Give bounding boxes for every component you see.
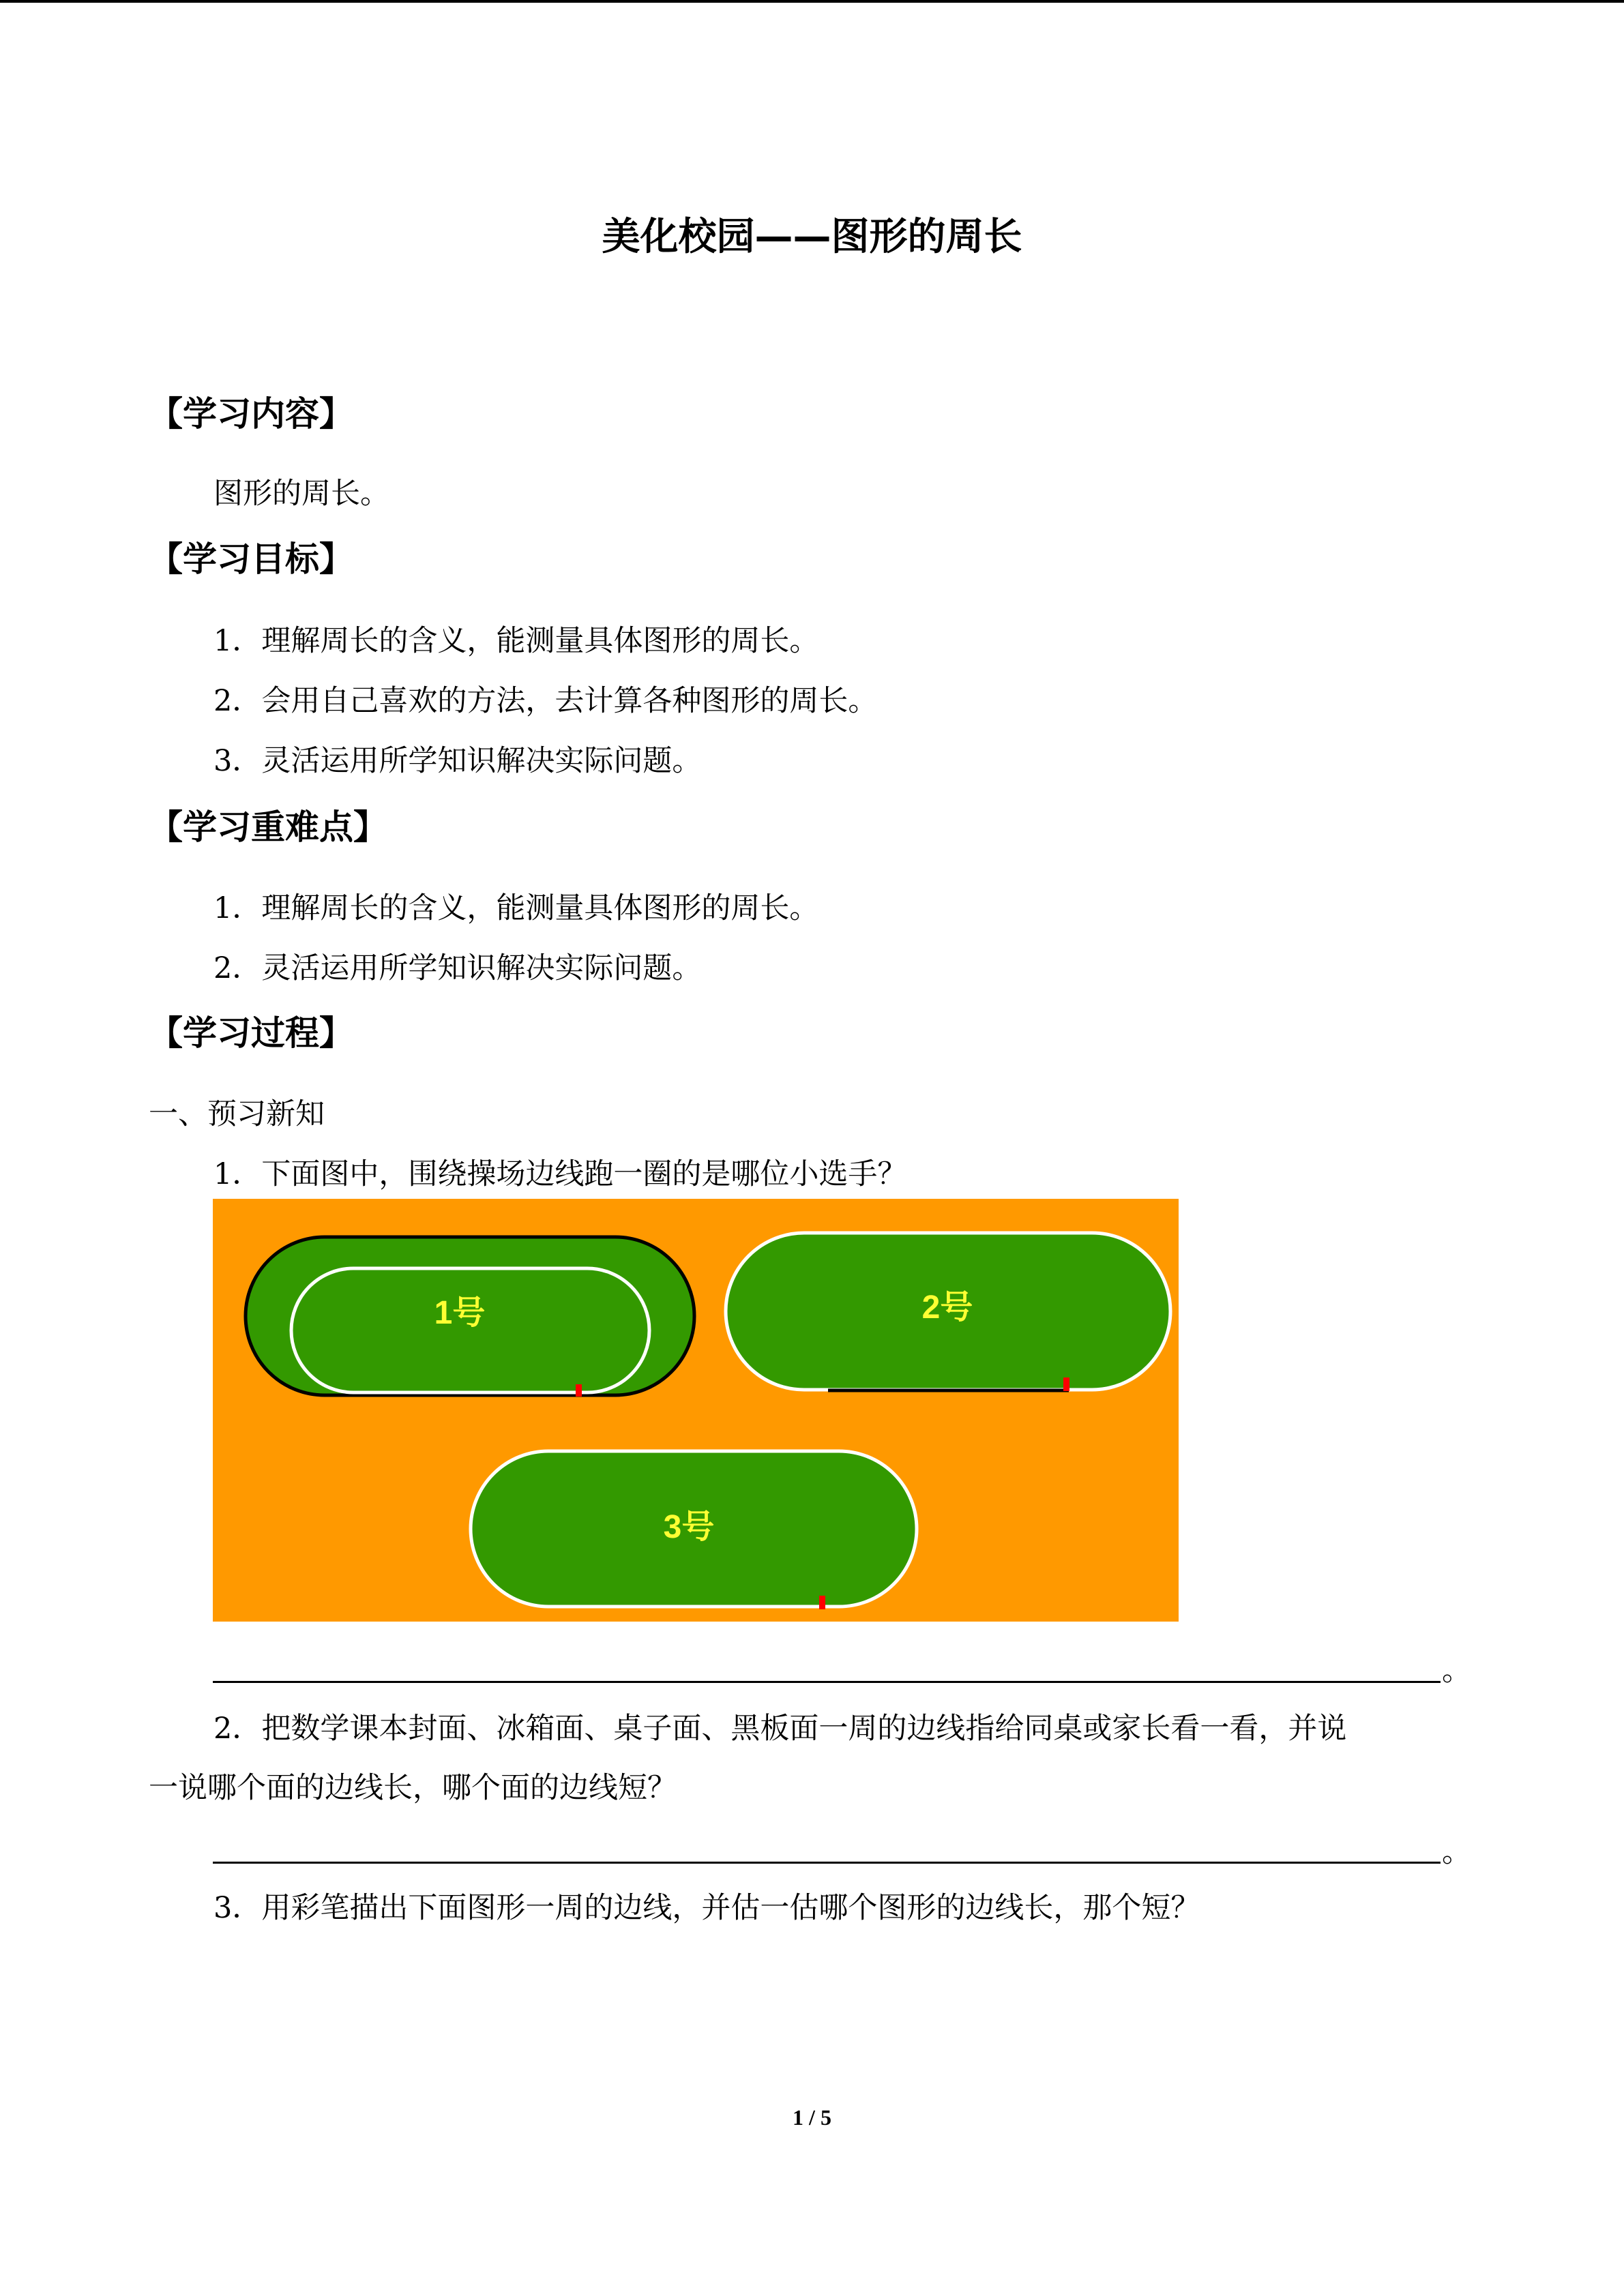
part-label-preview: 一、预习新知 bbox=[149, 1097, 325, 1131]
key-point-item-2: 2．灵活运用所学知识解决实际问题。 bbox=[213, 951, 702, 985]
runner-3-marker bbox=[819, 1596, 825, 1609]
page-title: 美化校园——图形的周长 bbox=[602, 215, 1022, 259]
running-track-figure bbox=[213, 1199, 1179, 1622]
key-point-item-1: 1．理解周长的含义，能测量具体图形的周长。 bbox=[213, 891, 819, 925]
runner-2-marker bbox=[1063, 1377, 1069, 1391]
track-2-label: 2号 bbox=[921, 1289, 973, 1326]
question-2-line-1: 2．把数学课本封面、冰箱面、桌子面、黑板面一周的边线指给同桌或家长看一看，并说 bbox=[213, 1712, 1347, 1746]
top-border-line bbox=[0, 0, 1624, 3]
goal-item-1: 1．理解周长的含义，能测量具体图形的周长。 bbox=[213, 624, 819, 658]
learning-content-text: 图形的周长。 bbox=[213, 477, 389, 511]
goal-item-2: 2．会用自己喜欢的方法，去计算各种图形的周长。 bbox=[213, 684, 878, 718]
heading-learning-process: 【学习过程】 bbox=[149, 1013, 353, 1053]
runner-1-marker bbox=[576, 1384, 582, 1397]
heading-learning-goals: 【学习目标】 bbox=[149, 539, 353, 579]
question-2-line-2: 一说哪个面的边线长，哪个面的边线短？ bbox=[149, 1771, 677, 1805]
goal-item-3: 3．灵活运用所学知识解决实际问题。 bbox=[213, 744, 702, 778]
page-number: 1 / 5 bbox=[793, 2105, 831, 2130]
heading-learning-content: 【学习内容】 bbox=[149, 394, 353, 434]
answer-blank-2-end: 。 bbox=[1442, 1835, 1471, 1869]
question-3: 3．用彩笔描出下面图形一周的边线，并估一估哪个图形的边线长，那个短？ bbox=[213, 1891, 1200, 1925]
answer-blank-1[interactable] bbox=[213, 1681, 1441, 1683]
track-1-label: 1号 bbox=[434, 1295, 486, 1331]
heading-key-points: 【学习重难点】 bbox=[149, 807, 387, 847]
answer-blank-1-end: 。 bbox=[1442, 1654, 1471, 1688]
question-1: 1．下面图中，围绕操场边线跑一圈的是哪位小选手？ bbox=[213, 1157, 907, 1191]
track-3-label: 3号 bbox=[663, 1509, 715, 1545]
answer-blank-2[interactable] bbox=[213, 1862, 1441, 1864]
